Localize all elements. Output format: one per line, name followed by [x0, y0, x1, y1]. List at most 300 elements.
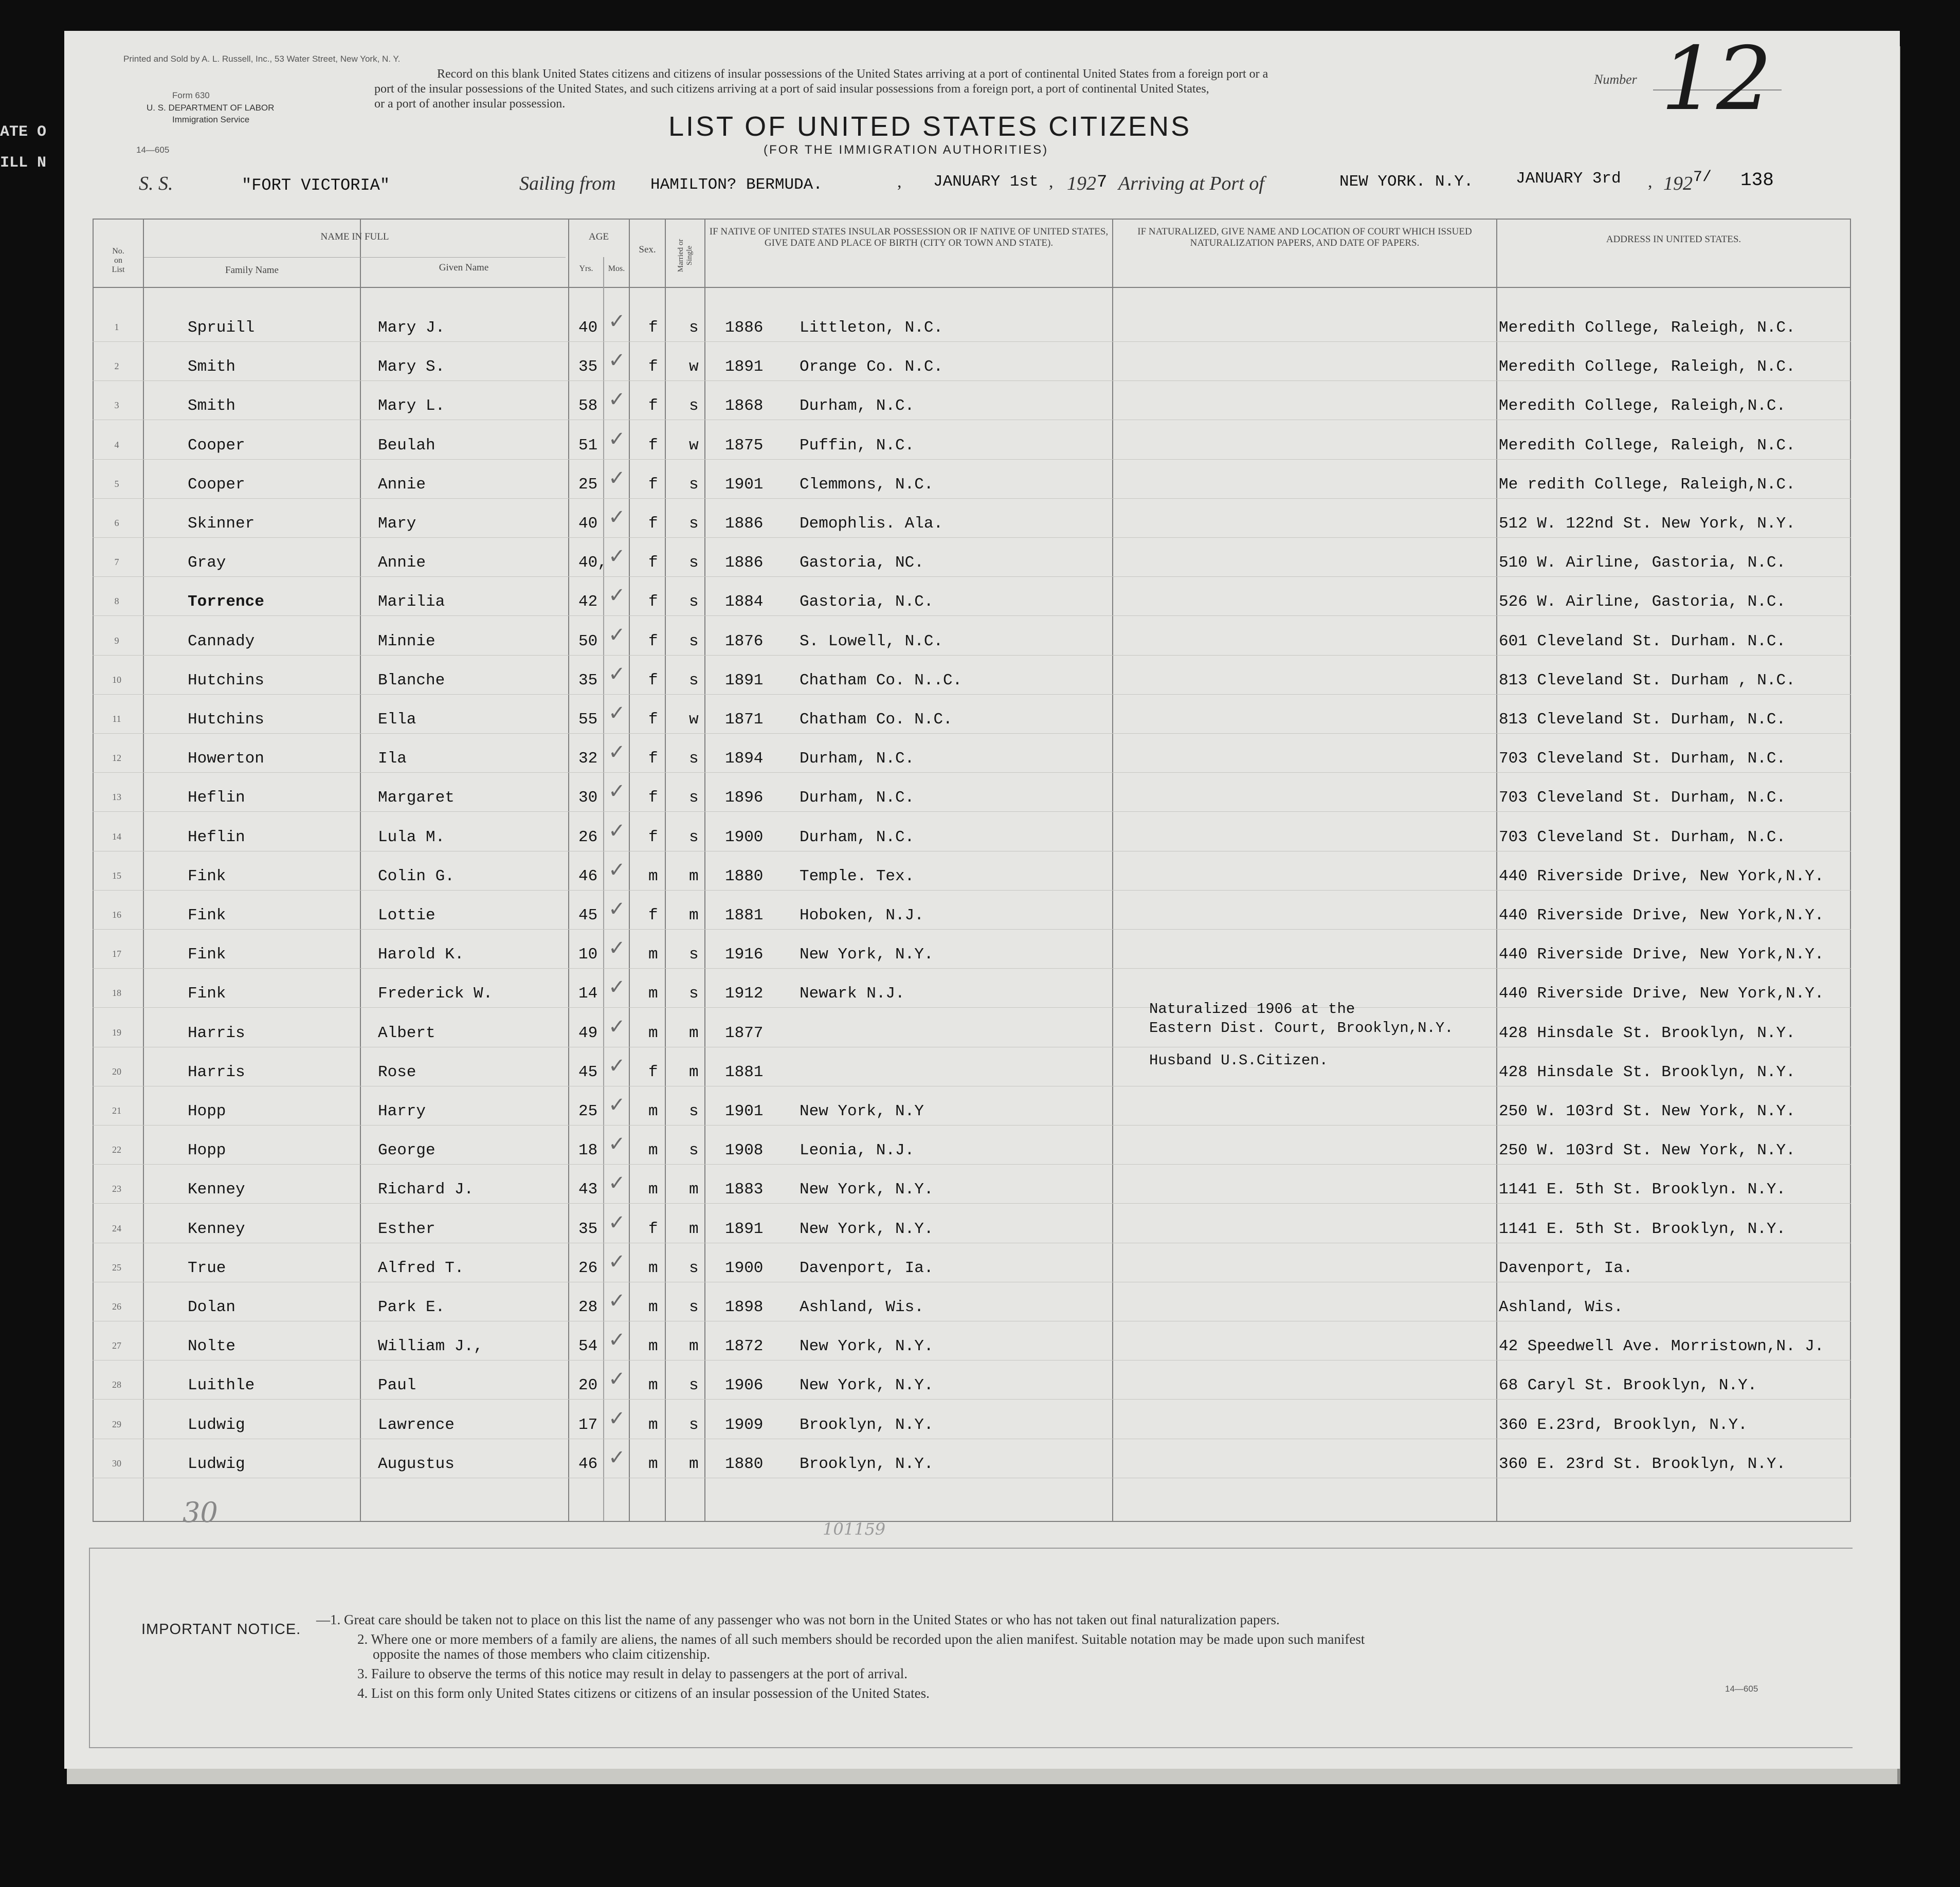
family-name: Skinner	[188, 515, 255, 533]
birth-year: 1880	[725, 867, 764, 885]
address: 703 Cleveland St. Durham, N.C.	[1499, 828, 1786, 846]
check-mark-icon: ✓	[608, 545, 626, 569]
sex: m	[648, 1259, 658, 1277]
address: Meredith College, Raleigh, N.C.	[1499, 436, 1795, 455]
sail-year-digit: 7	[1097, 173, 1108, 192]
manifest-page	[64, 31, 1900, 1769]
row-rule	[93, 655, 1851, 656]
address: 440 Riverside Drive, New York,N.Y.	[1499, 985, 1824, 1003]
birth-place: Leonia, N.J.	[800, 1141, 915, 1160]
page-title: LIST OF UNITED STATES CITIZENS	[668, 111, 1192, 142]
birth-year: 1886	[725, 515, 764, 533]
birth-year: 1891	[725, 671, 764, 690]
age-years: 55	[578, 711, 598, 729]
naturalization-note-line-1: Naturalized 1906 at the	[1149, 1001, 1355, 1018]
check-mark-icon: ✓	[608, 310, 626, 333]
row-rule	[93, 1399, 1851, 1400]
header-age: AGE	[588, 231, 609, 242]
notice-item-1: —1. Great care should be taken not to place on this list the name of any passenger who was not born in the United States or who has not taken out final naturalization papers.	[316, 1612, 1280, 1627]
marital-status: s	[689, 946, 699, 964]
age-years: 25	[578, 475, 598, 494]
check-mark-icon: ✓	[608, 1171, 626, 1195]
row-rule	[93, 694, 1851, 695]
birth-place: Durham, N.C.	[800, 789, 915, 807]
address: Ashland, Wis.	[1499, 1298, 1623, 1316]
name-subheader-line	[144, 257, 566, 258]
given-name: Harold K.	[378, 946, 464, 964]
row-number: 19	[112, 1027, 121, 1038]
age-years: 54	[578, 1337, 598, 1356]
birth-year: 1901	[725, 475, 764, 494]
birth-place: New York, N.Y.	[800, 946, 934, 964]
sex: f	[648, 554, 658, 572]
check-mark-icon: ✓	[608, 1054, 626, 1078]
given-name: Ella	[378, 711, 416, 729]
instruction-line-2: port of the insular possessions of the United States, and such citizens arriving at a port of said insular possessions from a foreign port, a port of continental United States,	[374, 82, 1209, 96]
check-mark-icon: ✓	[608, 1445, 626, 1469]
sex: m	[648, 985, 658, 1003]
given-name: Mary	[378, 515, 416, 533]
birth-place: New York, N.Y.	[800, 1337, 934, 1356]
header-yrs: Yrs.	[579, 264, 593, 273]
marital-status: s	[689, 789, 699, 807]
header-given-name: Given Name	[439, 262, 489, 273]
birth-year: 1877	[725, 1024, 764, 1042]
address: 510 W. Airline, Gastoria, N.C.	[1499, 554, 1786, 572]
given-name: George	[378, 1141, 435, 1160]
address: 360 E.23rd, Brooklyn, N.Y.	[1499, 1416, 1748, 1434]
birth-year: 1909	[725, 1416, 764, 1434]
given-name: Alfred T.	[378, 1259, 464, 1277]
row-number: 17	[112, 949, 121, 959]
address: Davenport, Ia.	[1499, 1259, 1633, 1277]
col-sep-married	[704, 219, 705, 1521]
sex: f	[648, 397, 658, 415]
birth-year: 1901	[725, 1102, 764, 1120]
sex: m	[648, 1181, 658, 1199]
row-rule	[93, 968, 1851, 969]
birth-place: Clemmons, N.C.	[800, 475, 934, 494]
header-line-no: No. on List	[112, 247, 125, 274]
sex: f	[648, 906, 658, 924]
check-mark-icon: ✓	[608, 740, 626, 765]
birth-year: 1900	[725, 828, 764, 846]
age-years: 28	[578, 1298, 598, 1316]
given-name: Park E.	[378, 1298, 445, 1316]
check-mark-icon: ✓	[608, 858, 626, 882]
birth-year: 1916	[725, 946, 764, 964]
given-name: Annie	[378, 554, 426, 572]
table-header-bottom	[93, 287, 1851, 288]
birth-year: 1891	[725, 1220, 764, 1238]
row-rule	[93, 615, 1851, 616]
address: 440 Riverside Drive, New York,N.Y.	[1499, 906, 1824, 924]
notice-frame-bottom	[89, 1747, 1853, 1748]
row-number: 15	[112, 870, 121, 881]
row-number: 9	[114, 635, 119, 646]
notice-frame	[89, 1548, 1853, 1549]
age-years: 20	[578, 1376, 598, 1395]
family-name: Smith	[188, 397, 236, 415]
row-rule	[93, 929, 1851, 930]
address: 42 Speedwell Ave. Morristown,N. J.	[1499, 1337, 1824, 1356]
birth-year: 1912	[725, 985, 764, 1003]
given-name: Colin G.	[378, 867, 455, 885]
birth-year: 1883	[725, 1181, 764, 1199]
header-mos: Mos.	[608, 264, 625, 273]
birth-year: 1896	[725, 789, 764, 807]
arrive-date: JANUARY 3rd	[1516, 170, 1621, 188]
row-rule	[93, 811, 1851, 812]
row-rule	[93, 341, 1851, 342]
sex: m	[648, 946, 658, 964]
birth-place: Brooklyn, N.Y.	[800, 1416, 934, 1434]
from-port: HAMILTON? BERMUDA.	[650, 176, 823, 194]
marital-status: s	[689, 1102, 699, 1120]
birth-year: 1872	[725, 1337, 764, 1356]
address: 512 W. 122nd St. New York, N.Y.	[1499, 515, 1795, 533]
address: 601 Cleveland St. Durham. N.C.	[1499, 632, 1786, 650]
sex: f	[648, 671, 658, 690]
family-name: True	[188, 1259, 226, 1277]
birth-place: New York, N.Y.	[800, 1181, 934, 1199]
table-top-border	[93, 219, 1851, 220]
marital-status: s	[689, 1376, 699, 1395]
age-years: 42	[578, 593, 598, 611]
form-number: Form 630	[172, 90, 210, 100]
address: 440 Riverside Drive, New York,N.Y.	[1499, 946, 1824, 964]
left-fragment-line-1: ATE O	[0, 123, 47, 141]
notice-item-2: 2. Where one or more members of a family are aliens, the names of all such members should be recorded upon the alien manifest. Suitable notation may be made upon such manifest	[357, 1631, 1365, 1647]
to-port: NEW YORK. N.Y.	[1339, 173, 1474, 191]
family-name: Howerton	[188, 750, 264, 768]
arrive-year-prefix: 192	[1663, 173, 1693, 194]
sep-comma-2: ,	[1049, 172, 1054, 191]
notice-item-3: 3. Failure to observe the terms of this notice may result in delay to passengers at the port of arrival.	[357, 1666, 908, 1681]
birth-year: 1886	[725, 319, 764, 337]
address: Me redith College, Raleigh,N.C.	[1499, 475, 1795, 494]
address: 68 Caryl St. Brooklyn, N.Y.	[1499, 1376, 1757, 1395]
given-name: Lawrence	[378, 1416, 455, 1434]
sex: m	[648, 1455, 658, 1473]
header-family-name: Family Name	[225, 265, 279, 276]
check-mark-icon: ✓	[608, 1289, 626, 1313]
age-years: 35	[578, 671, 598, 690]
family-name: Cooper	[188, 475, 245, 494]
row-number: 21	[112, 1105, 121, 1116]
header-sex: Sex.	[639, 244, 656, 255]
family-name: Harris	[188, 1024, 245, 1042]
given-name: Frederick W.	[378, 985, 493, 1003]
address: 813 Cleveland St. Durham, N.C.	[1499, 711, 1786, 729]
marital-status: s	[689, 1141, 699, 1160]
given-name: Harry	[378, 1102, 426, 1120]
row-number: 18	[112, 988, 121, 999]
table-left-border	[93, 219, 94, 1522]
age-years: 32	[578, 750, 598, 768]
header-native: IF NATIVE OF UNITED STATES INSULAR POSSESSION OR IF NATIVE OF UNITED STATES, GIVE DATE AND PLACE OF BIRTH (CITY OR TOWN AND STATE).	[709, 226, 1109, 248]
ship-name: "FORT VICTORIA"	[242, 176, 390, 195]
col-sep-family	[360, 219, 361, 1521]
sail-year-prefix: 192	[1067, 173, 1096, 194]
check-mark-icon: ✓	[608, 975, 626, 1000]
check-mark-icon: ✓	[608, 1328, 626, 1352]
col-sep-given	[568, 219, 569, 1521]
birth-place: Chatham Co. N..C.	[800, 671, 963, 690]
age-years: 35	[578, 358, 598, 376]
sex: f	[648, 632, 658, 650]
number-label: Number	[1594, 72, 1637, 87]
given-name: Lottie	[378, 906, 435, 924]
family-name: Hopp	[188, 1141, 226, 1160]
check-mark-icon: ✓	[608, 1093, 626, 1117]
family-name: Hutchins	[188, 711, 264, 729]
given-name: Albert	[378, 1024, 435, 1042]
marital-status: s	[689, 828, 699, 846]
marital-status: w	[689, 436, 699, 455]
arrive-year-digit: 7/	[1693, 169, 1712, 186]
row-number: 10	[112, 674, 121, 685]
row-number: 11	[112, 714, 121, 724]
family-name: Fink	[188, 906, 226, 924]
sep-comma-1: ,	[897, 172, 902, 191]
stamp-number: 101159	[823, 1519, 886, 1539]
marital-status: m	[689, 1024, 699, 1042]
birth-place: Demophlis. Ala.	[800, 515, 943, 533]
check-mark-icon: ✓	[608, 388, 626, 412]
address: Meredith College, Raleigh, N.C.	[1499, 358, 1795, 376]
birth-year: 1880	[725, 1455, 764, 1473]
printer-credit: Printed and Sold by A. L. Russell, Inc., 53 Water Street, New York, N. Y.	[123, 54, 401, 64]
marital-status: m	[689, 906, 699, 924]
birth-year: 1868	[725, 397, 764, 415]
marital-status: s	[689, 1298, 699, 1316]
birth-place: Hoboken, N.J.	[800, 906, 924, 924]
given-name: Blanche	[378, 671, 445, 690]
department-label: U. S. DEPARTMENT OF LABOR	[147, 103, 275, 113]
birth-place: New York, N.Y.	[800, 1376, 934, 1395]
row-number: 12	[112, 753, 121, 764]
family-name: Cooper	[188, 436, 245, 455]
check-mark-icon: ✓	[608, 584, 626, 608]
birth-place: Gastoria, N.C.	[800, 593, 934, 611]
sail-date: JANUARY 1st	[933, 173, 1039, 191]
birth-year: 1908	[725, 1141, 764, 1160]
row-rule	[93, 772, 1851, 773]
birth-place: Temple. Tex.	[800, 867, 915, 885]
row-number: 26	[112, 1301, 121, 1312]
check-mark-icon: ✓	[608, 701, 626, 725]
family-name: Kenney	[188, 1181, 245, 1199]
marital-status: s	[689, 554, 699, 572]
given-name: Margaret	[378, 789, 455, 807]
age-years: 58	[578, 397, 598, 415]
given-name: Beulah	[378, 436, 435, 455]
row-number: 22	[112, 1145, 121, 1155]
age-years: 43	[578, 1181, 598, 1199]
family-name: Gray	[188, 554, 226, 572]
address: 703 Cleveland St. Durham, N.C.	[1499, 789, 1786, 807]
family-name: Heflin	[188, 828, 245, 846]
address: 250 W. 103rd St. New York, N.Y.	[1499, 1102, 1795, 1120]
row-rule	[93, 459, 1851, 460]
marital-status: m	[689, 867, 699, 885]
address: 703 Cleveland St. Durham, N.C.	[1499, 750, 1786, 768]
naturalization-note-line-3: Husband U.S.Citizen.	[1149, 1052, 1329, 1069]
col-sep-no	[143, 219, 144, 1521]
given-name: Augustus	[378, 1455, 455, 1473]
birth-place: Gastoria, NC.	[800, 554, 924, 572]
row-number: 13	[112, 792, 121, 803]
marital-status: s	[689, 397, 699, 415]
address: 1141 E. 5th St. Brooklyn, N.Y.	[1499, 1220, 1786, 1238]
sex: f	[648, 1063, 658, 1081]
family-name: Luithle	[188, 1376, 255, 1395]
age-years: 40	[578, 515, 598, 533]
family-name: Heflin	[188, 789, 245, 807]
row-rule	[93, 380, 1851, 381]
age-years: 10	[578, 946, 598, 964]
address: 428 Hinsdale St. Brooklyn, N.Y.	[1499, 1024, 1795, 1042]
marital-status: s	[689, 1259, 699, 1277]
row-rule	[93, 1125, 1851, 1126]
left-fragment-line-2: ILL N	[0, 154, 47, 172]
address: 440 Riverside Drive, New York,N.Y.	[1499, 867, 1824, 885]
family-name: Hutchins	[188, 671, 264, 690]
header-name-in-full: NAME IN FULL	[320, 231, 389, 242]
row-number: 5	[114, 478, 119, 489]
birth-place: Littleton, N.C.	[800, 319, 943, 337]
page-subtitle: (FOR THE IMMIGRATION AUTHORITIES)	[764, 143, 1049, 157]
tally-mark: 30	[183, 1496, 218, 1529]
family-name: Smith	[188, 358, 236, 376]
given-name: Annie	[378, 475, 426, 494]
birth-year: 1886	[725, 554, 764, 572]
arriving-label: Arriving at Port of	[1118, 173, 1264, 194]
row-rule	[93, 1203, 1851, 1204]
row-number: 2	[114, 361, 119, 372]
marital-status: s	[689, 1416, 699, 1434]
check-mark-icon: ✓	[608, 505, 626, 529]
service-label: Immigration Service	[172, 115, 250, 124]
address: 428 Hinsdale St. Brooklyn, N.Y.	[1499, 1063, 1795, 1081]
address: Meredith College, Raleigh, N.C.	[1499, 319, 1795, 337]
age-years: 17	[578, 1416, 598, 1434]
row-rule	[93, 576, 1851, 577]
sex: f	[648, 319, 658, 337]
family-name: Kenney	[188, 1220, 245, 1238]
birth-place: Durham, N.C.	[800, 397, 915, 415]
birth-place: Ashland, Wis.	[800, 1298, 924, 1316]
given-name: Ila	[378, 750, 407, 768]
family-name: Hopp	[188, 1102, 226, 1120]
birth-year: 1876	[725, 632, 764, 650]
family-name: Ludwig	[188, 1455, 245, 1473]
age-years: 46	[578, 1455, 598, 1473]
address: 526 W. Airline, Gastoria, N.C.	[1499, 593, 1786, 611]
col-sep-native	[1112, 219, 1113, 1521]
marital-status: w	[689, 358, 699, 376]
given-name: Minnie	[378, 632, 435, 650]
row-number: 28	[112, 1380, 121, 1390]
sex: f	[648, 750, 658, 768]
row-number: 14	[112, 831, 121, 842]
notice-frame-left	[89, 1548, 90, 1748]
header-naturalized: IF NATURALIZED, GIVE NAME AND LOCATION OF COURT WHICH ISSUED NATURALIZATION PAPERS, AND DATE OF PAPERS.	[1137, 226, 1472, 248]
check-mark-icon: ✓	[608, 819, 626, 843]
row-rule	[93, 1007, 1851, 1008]
family-name: Fink	[188, 946, 226, 964]
birth-year: 1884	[725, 593, 764, 611]
check-mark-icon: ✓	[608, 779, 626, 804]
check-mark-icon: ✓	[608, 662, 626, 686]
given-name: Lula M.	[378, 828, 445, 846]
instruction-line-1: Record on this blank United States citizens and citizens of insular possessions of the United States arriving at a port of continental United States from a foreign port or a	[437, 67, 1268, 81]
check-mark-icon: ✓	[608, 349, 626, 373]
check-mark-icon: ✓	[608, 1210, 626, 1235]
birth-year: 1898	[725, 1298, 764, 1316]
notice-item-2-cont: opposite the names of those members who claim citizenship.	[373, 1646, 711, 1662]
birth-place: Durham, N.C.	[800, 750, 915, 768]
marital-status: m	[689, 1337, 699, 1356]
birth-year: 1891	[725, 358, 764, 376]
marital-status: s	[689, 475, 699, 494]
marital-status: s	[689, 985, 699, 1003]
col-sep-sex	[665, 219, 666, 1521]
given-name: Mary S.	[378, 358, 445, 376]
address: 360 E. 23rd St. Brooklyn, N.Y.	[1499, 1455, 1786, 1473]
given-name: William J.,	[378, 1337, 483, 1356]
birth-place: New York, N.Y	[800, 1102, 924, 1120]
sex: f	[648, 828, 658, 846]
given-name: Esther	[378, 1220, 435, 1238]
sex: f	[648, 436, 658, 455]
page-ref: 138	[1740, 170, 1774, 191]
check-mark-icon: ✓	[608, 1014, 626, 1039]
marital-status: m	[689, 1220, 699, 1238]
birth-year: 1881	[725, 1063, 764, 1081]
row-number: 29	[112, 1419, 121, 1429]
age-years: 50	[578, 632, 598, 650]
header-married-single: Married or Single	[677, 239, 694, 273]
row-number: 4	[114, 439, 119, 450]
birth-year: 1900	[725, 1259, 764, 1277]
check-mark-icon: ✓	[608, 623, 626, 647]
check-mark-icon: ✓	[608, 1249, 626, 1274]
family-name: Nolte	[188, 1337, 236, 1356]
form-code-top: 14—605	[136, 145, 170, 155]
sailing-label: Sailing from	[519, 173, 616, 194]
check-mark-icon: ✓	[608, 466, 626, 490]
age-years: 40,	[578, 554, 607, 572]
age-years: 40	[578, 319, 598, 337]
instruction-line-3: or a port of another insular possession.	[374, 97, 566, 111]
birth-year: 1871	[725, 711, 764, 729]
sex: m	[648, 1337, 658, 1356]
row-number: 20	[112, 1066, 121, 1077]
row-rule	[93, 1164, 1851, 1165]
age-years: 14	[578, 985, 598, 1003]
sex: f	[648, 711, 658, 729]
notice-item-4: 4. List on this form only United States citizens or citizens of an insular possession of the United States.	[357, 1685, 930, 1701]
col-sep-naturalized	[1496, 219, 1497, 1521]
birth-place: S. Lowell, N.C.	[800, 632, 943, 650]
check-mark-icon: ✓	[608, 1367, 626, 1391]
given-name: Rose	[378, 1063, 416, 1081]
given-name: Mary J.	[378, 319, 445, 337]
sex: m	[648, 1141, 658, 1160]
age-years: 26	[578, 1259, 598, 1277]
